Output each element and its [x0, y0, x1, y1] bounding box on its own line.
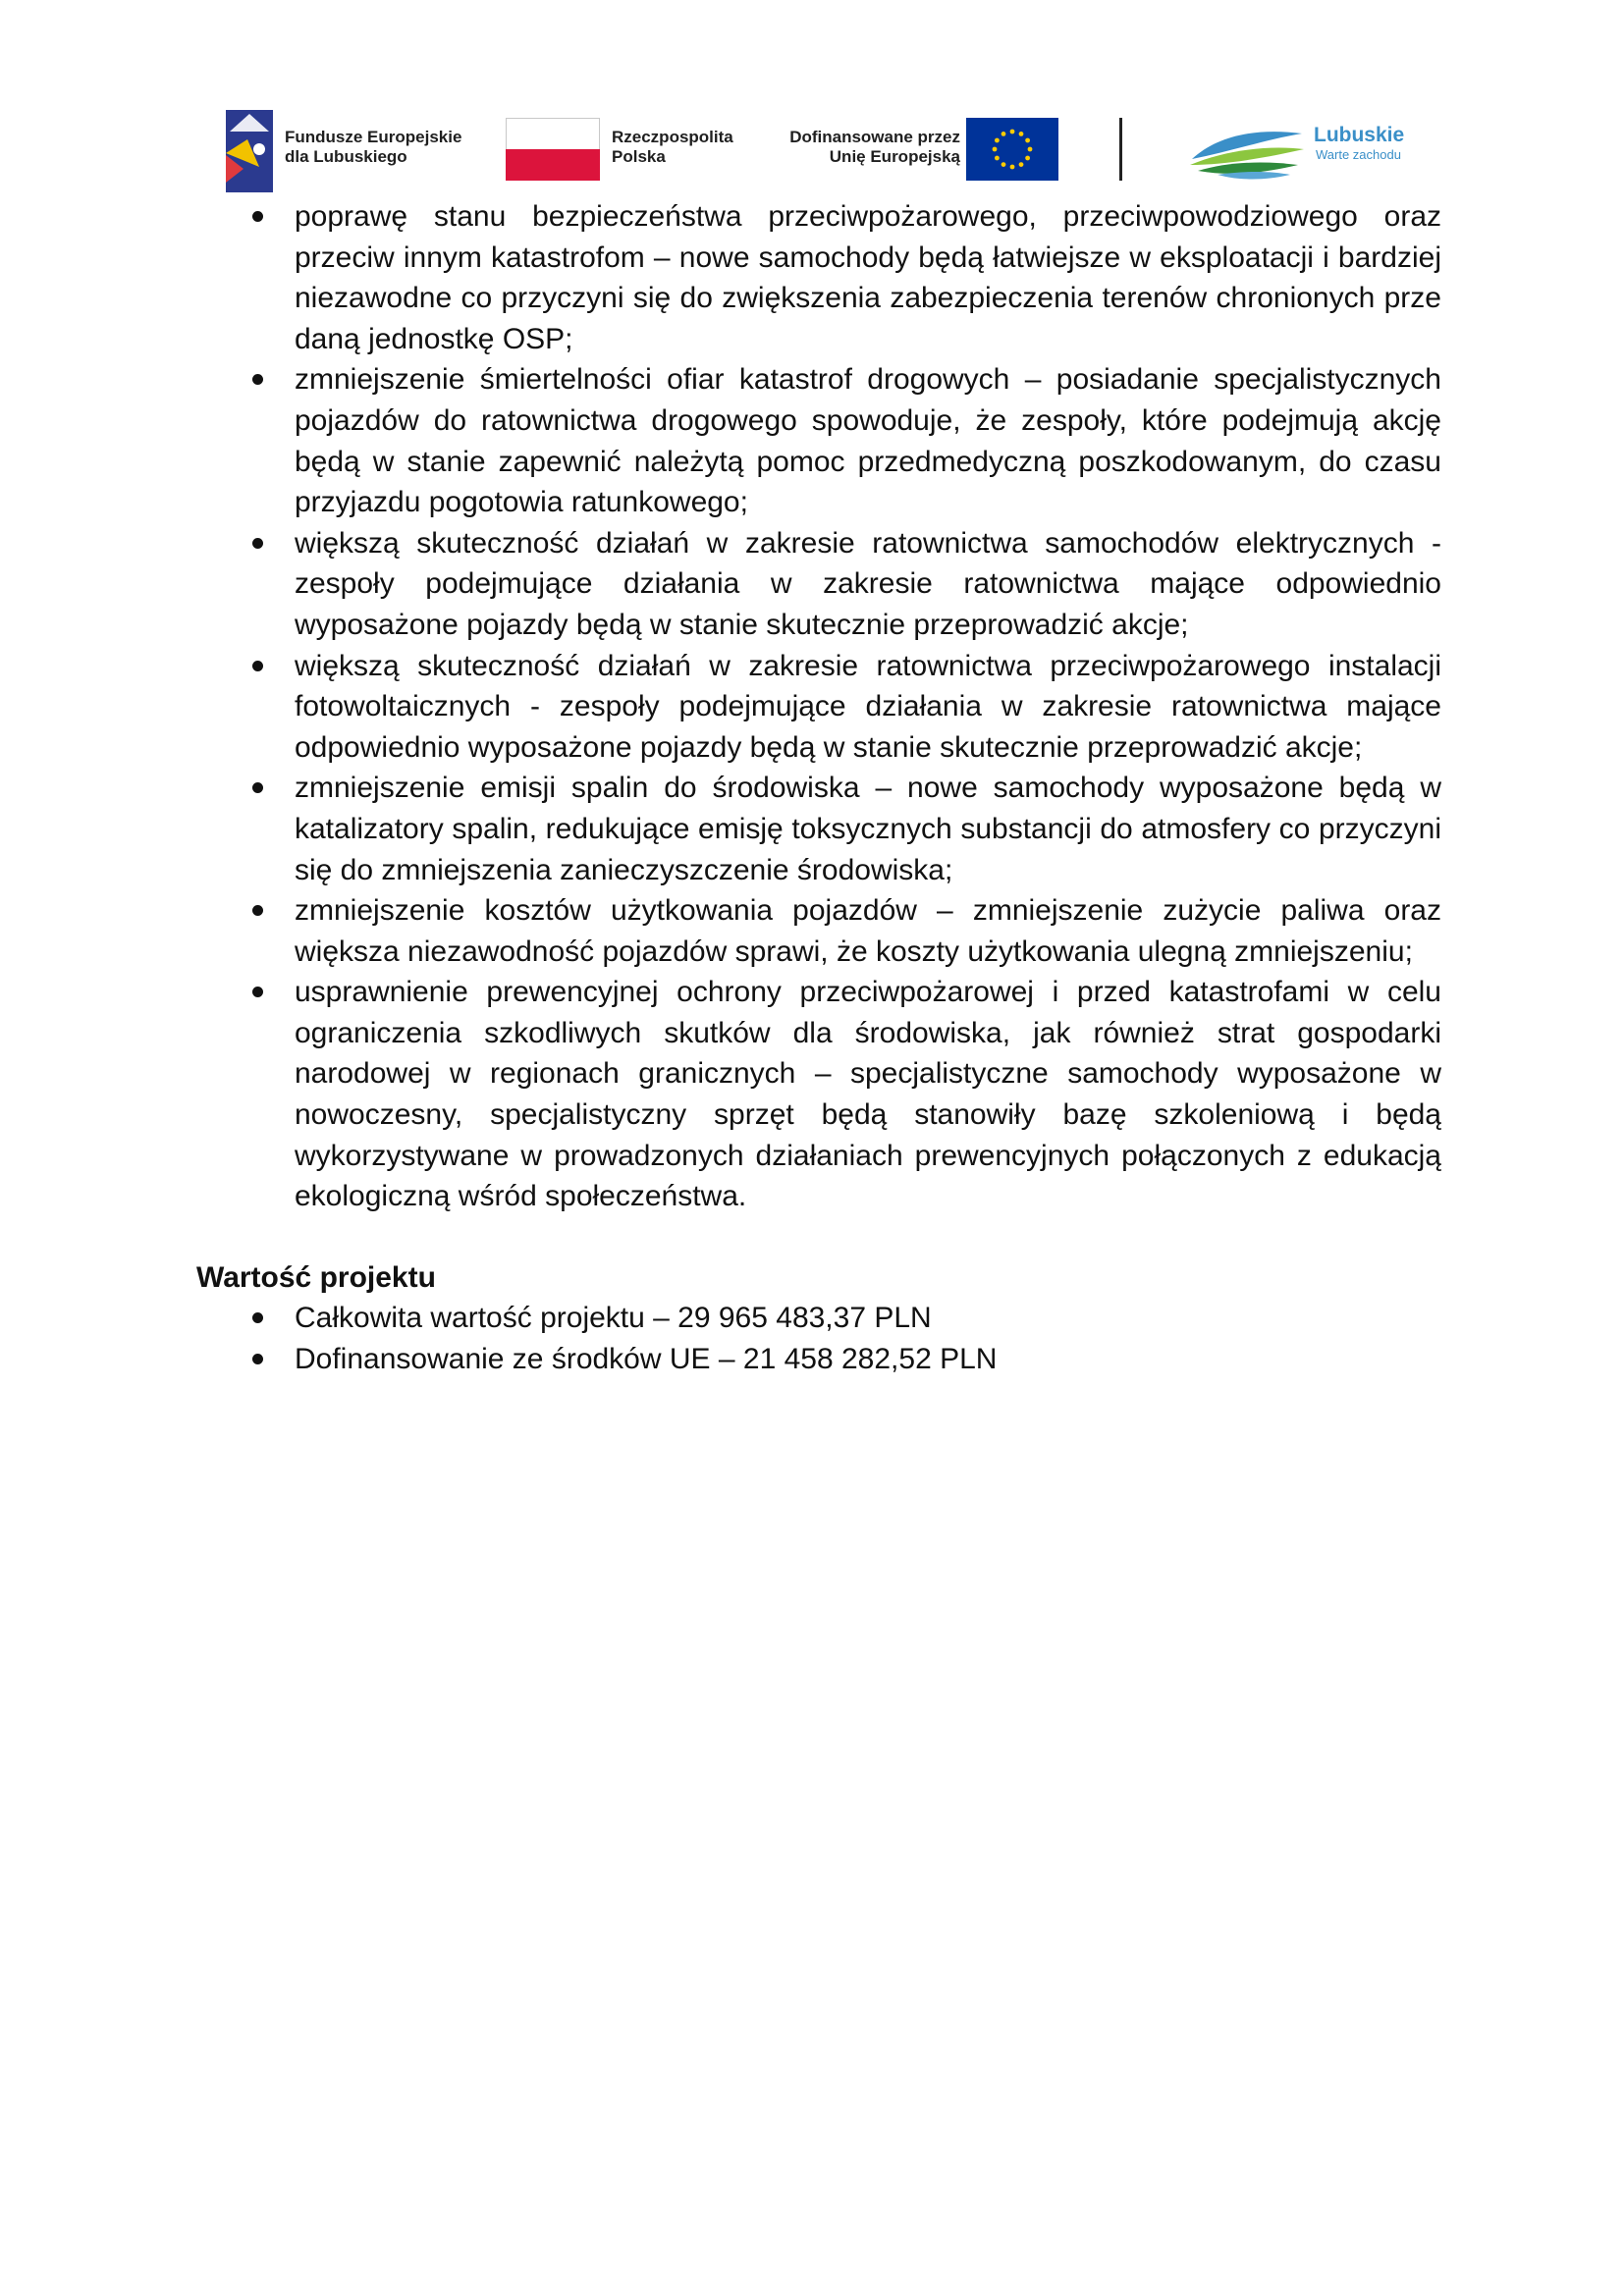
funds-logo-line1: Fundusze Europejskie	[285, 128, 462, 146]
list-item-text: poprawę stanu bezpieczeństwa przeciwpożarowego, przeciwpowodziowego oraz przeciw innym katastrofom – nowe samochody będą łatwiejsze w eksploatacji i bardziej niezawodne co przyczyni się do zwiększenia zabezpieczenia terenów chronionych prze daną jednostkę OSP;	[295, 200, 1441, 355]
poland-logo-line2: Polska	[612, 147, 666, 166]
poland-logo-line1: Rzeczpospolita	[612, 128, 733, 146]
list-item	[196, 972, 1441, 1217]
header-logo-bar	[226, 110, 1443, 192]
list-item	[196, 196, 1441, 359]
region-logo-icon	[1188, 116, 1306, 185]
bullet-icon	[252, 374, 263, 385]
funds-logo-text	[285, 128, 461, 167]
poland-flag-icon	[506, 118, 600, 181]
bullet-icon	[252, 1354, 263, 1364]
region-logo-name: Lubuskie	[1314, 124, 1405, 146]
list-item-text: zmniejszenie śmiertelności ofiar katastrof drogowych – posiadanie specjalistycznych pojazdów do ratownictwa drogowego spowoduje, że zespoły, które podejmują akcję będą w stanie zapewnić należytą pomoc przedmedyczną poszkodowanym, do czasu przyjazdu pogotowia ratunkowego;	[295, 363, 1441, 519]
list-item-text: większą skuteczność działań w zakresie ratownictwa przeciwpożarowego instalacji fotowoltaicznych - zespoły podejmujące działania w zakresie ratownictwa mające odpowiednio wyposażone pojazdy będą w stanie skutecznie przeprowadzić akcje;	[295, 649, 1441, 764]
bullet-icon	[252, 782, 263, 793]
eu-flag-icon	[966, 118, 1058, 181]
bullet-icon	[252, 987, 263, 997]
list-item	[196, 890, 1441, 972]
list-item	[196, 359, 1441, 522]
funds-logo-line2: dla Lubuskiego	[285, 147, 407, 166]
project-value-list	[196, 1298, 1441, 1379]
eu-funding-text: Dofinansowanie ze środków UE – 21 458 282,52 PLN	[295, 1343, 998, 1376]
eu-logo-line2: Unię Europejską	[829, 147, 960, 166]
list-item-text: usprawnienie prewencyjnej ochrony przeciwpożarowej i przed katastrofami w celu ograniczenia szkodliwych skutków dla środowiska, jak również strat gospodarki narodowej w regionach granicznych – specjalistyczne samochody wyposażone w nowoczesny, specjalistyczny sprzęt będą stanowiły bazę szkoleniową i będą wykorzystywane w prowadzonych działaniach prewencyjnych połączonych z edukacją ekologiczną wśród społeczeństwa.	[295, 976, 1441, 1213]
bullet-icon	[252, 211, 263, 222]
bullet-icon	[252, 661, 263, 671]
bullet-icon	[252, 538, 263, 549]
eu-logo-line1: Dofinansowane przez	[789, 128, 960, 146]
header-divider	[1119, 118, 1122, 181]
list-item	[196, 768, 1441, 890]
list-item	[196, 646, 1441, 769]
list-item-text: zmniejszenie emisji spalin do środowiska – nowe samochody wyposażone będą w katalizatory spalin, redukujące emisję toksycznych substancji do atmosfery co przyczyni się do zmniejszenia zanieczyszczenie środowiska;	[295, 772, 1441, 886]
list-item	[196, 523, 1441, 646]
poland-logo-text	[612, 128, 733, 167]
region-logo-slogan: Warte zachodu	[1316, 147, 1401, 162]
list-item	[196, 1298, 1441, 1339]
document-body	[196, 196, 1441, 1380]
bullet-icon	[252, 1312, 263, 1323]
list-item-text: zmniejszenie kosztów użytkowania pojazdów – zmniejszenie zużycie paliwa oraz większa niezawodność pojazdów sprawi, że koszty użytkowania ulegną zmniejszeniu;	[295, 894, 1441, 968]
total-value-text: Całkowita wartość projektu – 29 965 483,37 PLN	[295, 1302, 932, 1335]
list-item	[196, 1339, 1441, 1380]
benefits-list	[196, 196, 1441, 1217]
eu-logo-text	[776, 128, 960, 167]
list-item-text: większą skuteczność działań w zakresie ratownictwa samochodów elektrycznych - zespoły podejmujące działania w zakresie ratownictwa mające odpowiednio wyposażone pojazdy będą w stanie skutecznie przeprowadzić akcje;	[295, 526, 1441, 641]
funds-logo-icon	[226, 110, 273, 192]
project-value-heading: Wartość projektu	[196, 1260, 436, 1294]
bullet-icon	[252, 905, 263, 916]
